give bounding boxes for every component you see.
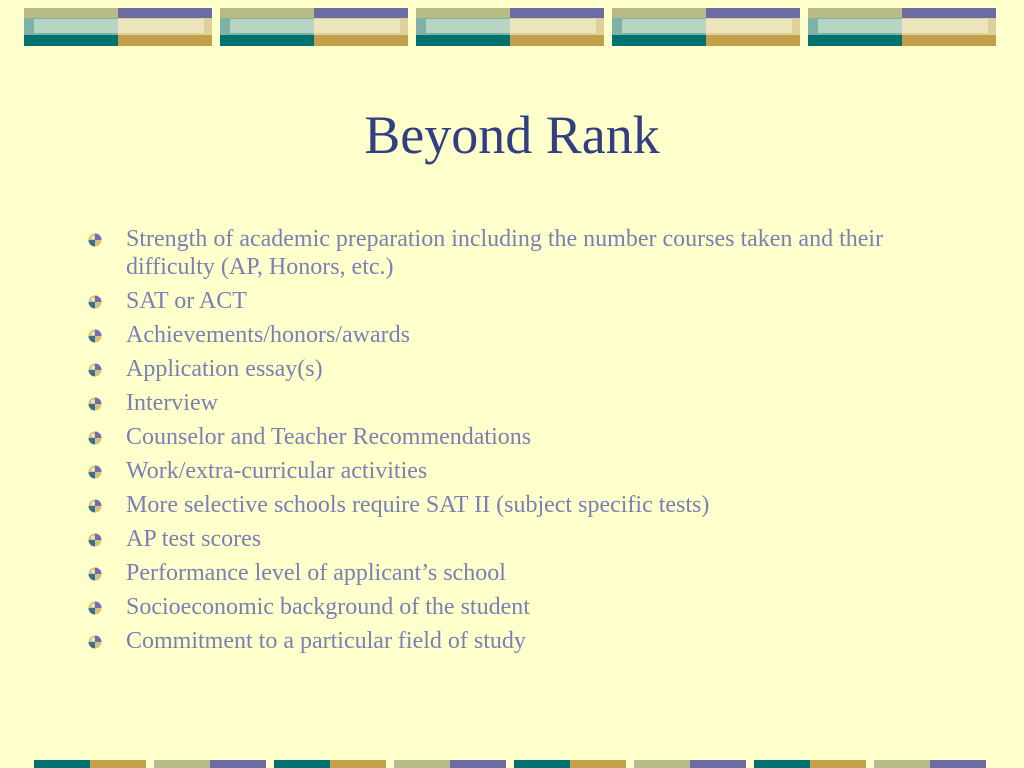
list-item — [86, 423, 966, 451]
bullet-text: More selective schools require SAT II (subject specific tests) — [126, 492, 710, 518]
slide-title: Beyond Rank — [364, 105, 660, 165]
list-item — [86, 287, 966, 315]
bullet-list — [86, 225, 966, 661]
sphere-bullet-icon — [88, 635, 102, 649]
list-item — [86, 525, 966, 553]
sphere-bullet-icon — [88, 567, 102, 581]
list-item — [86, 593, 966, 621]
list-item — [86, 457, 966, 485]
bullet-text: Interview — [126, 390, 218, 416]
top-band-tile — [220, 8, 408, 46]
sphere-bullet-icon — [88, 431, 102, 445]
sphere-bullet-icon — [88, 363, 102, 377]
top-band-tile — [612, 8, 800, 46]
bullet-text: SAT or ACT — [126, 288, 247, 314]
bullet-text: Socioeconomic background of the student — [126, 594, 530, 620]
list-item — [86, 321, 966, 349]
sphere-bullet-icon — [88, 329, 102, 343]
bullet-text: Counselor and Teacher Recommendations — [126, 424, 532, 450]
list-item — [86, 627, 966, 655]
sphere-bullet-icon — [88, 397, 102, 411]
bullet-text: Performance level of applicant’s school — [126, 560, 506, 586]
sphere-bullet-icon — [88, 601, 102, 615]
top-decorative-band — [24, 8, 1000, 46]
list-item — [86, 491, 966, 519]
list-item — [86, 389, 966, 417]
list-item — [86, 559, 966, 587]
top-band-tile — [416, 8, 604, 46]
sphere-bullet-icon — [88, 465, 102, 479]
sphere-bullet-icon — [88, 499, 102, 513]
sphere-bullet-icon — [88, 295, 102, 309]
bullet-text: AP test scores — [126, 526, 262, 552]
bullet-text: Application essay(s) — [126, 356, 323, 382]
bullet-text: Work/extra-curricular activities — [126, 458, 428, 484]
bullet-text: Strength of academic preparation including the number courses taken and their difficulty (AP, Honors, etc.) — [126, 226, 884, 280]
sphere-bullet-icon — [88, 233, 102, 247]
bullet-text: Achievements/honors/awards — [126, 322, 410, 348]
list-item — [86, 225, 966, 281]
top-band-tile — [808, 8, 996, 46]
top-band-tile — [24, 8, 212, 46]
bullet-text: Commitment to a particular field of study — [126, 628, 526, 654]
sphere-bullet-icon — [88, 533, 102, 547]
bottom-decorative-band — [34, 760, 990, 768]
list-item — [86, 355, 966, 383]
